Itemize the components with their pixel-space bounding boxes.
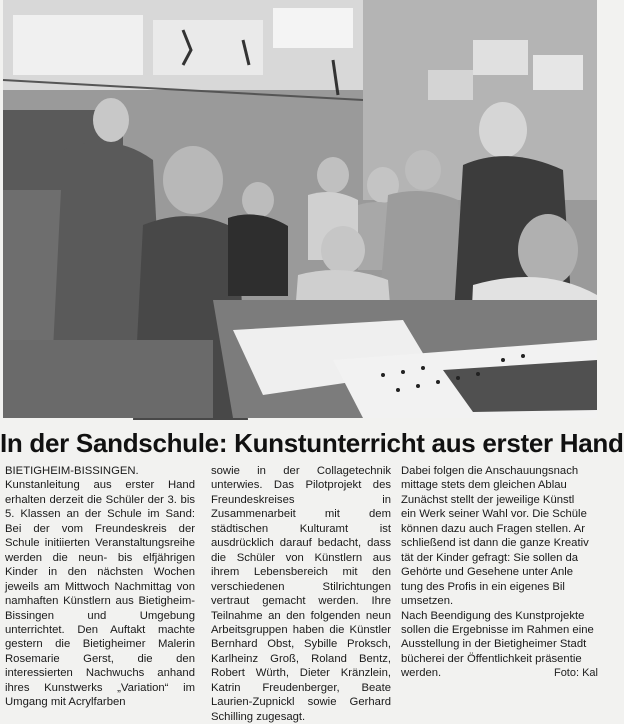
col3-line: Ausstellung in der Bietigheimer Stadt [401,638,587,651]
col3-line: können dazu auch Fragen stellen. Ar [401,522,586,535]
column-1-text: Kunstanleitung aus erster Hand erhalten derzeit die Schüler der 3. bis 5. Klassen an der Schule im Sand: Bei der vom Freundeskreis der Schule initiierten Veranstaltungsreihe werden die neun- bis elfjährigen Kinder in den nächsten Wochen jeweils am Mittwoch Nachmittag von namhaften Künstlern aus Bietigheim-Bissingen und Umgebung unterrichtet. Den Auftakt machte gestern die Bietigheimer Malerin Rosemarie Gerst, die den interessierten Nachwuchs anhand ihres Kunstwerks „Variation“ im Umgang mit Acrylfarben [5,479,195,709]
photo-credit: Foto: Kal [550,665,598,681]
col3-line: tät der Kinder gefragt: Sie sollen da [401,551,579,564]
article-photo [3,0,597,418]
article-column-1 [5,464,195,709]
col3-line: bücherei der Öffentlichkeit präsentie [401,652,582,665]
dateline: BIETIGHEIM-BISSINGEN. [5,465,139,477]
article-column-3 [401,464,600,683]
article-column-2: sowie in der Collagetechnik unterwies. Das Pilotprojekt des Freundeskreises in Zusammenarbeit mit dem städtischen Kulturamt ist ausdrücklich darauf bedacht, dass die Schüler von Künstlern aus ihrem Lebensbereich mit den verschiedenen Stilrichtungen vertraut gemacht werden. Ihre Teilnahme an den folgenden neun Arbeitsgruppen haben die Künstler Bernhard Obst, Sybille Proksch, Karlheinz Groß, Roland Bentz, Robert Würth, Dieter Kränzlein, Katrin Freudenberger, Beate Laurien-Zupnickl sowie Gerhard Schilling zugesagt. [211,465,391,723]
col3-line: umsetzen. [401,595,454,608]
col3-line: werden. [401,667,442,680]
col3-line: mittage stets dem gleichen Ablau [401,479,567,492]
col3-line: Zunächst stellt der jeweilige Künstl [401,493,575,506]
col3-line: Gehörte und Gesehene unter Anle [401,566,574,579]
col3-line: Nach Beendigung des Kunstprojekte [401,609,585,622]
col3-line: Dabei folgen die Anschauungsnach [401,465,579,477]
col3-line: ein Werk seiner Wahl vor. Die Schüle [401,508,587,521]
col3-line: sollen die Ergebnisse im Rahmen eine [401,623,594,636]
col3-line: tung des Profis in ein eigenes Bil [401,580,565,593]
article-headline: In der Sandschule: Kunstunterricht aus erster Hand [0,428,624,458]
col3-line: schließend ist dann die ganze Kreativ [401,537,589,550]
classroom-photo-icon [3,0,597,418]
